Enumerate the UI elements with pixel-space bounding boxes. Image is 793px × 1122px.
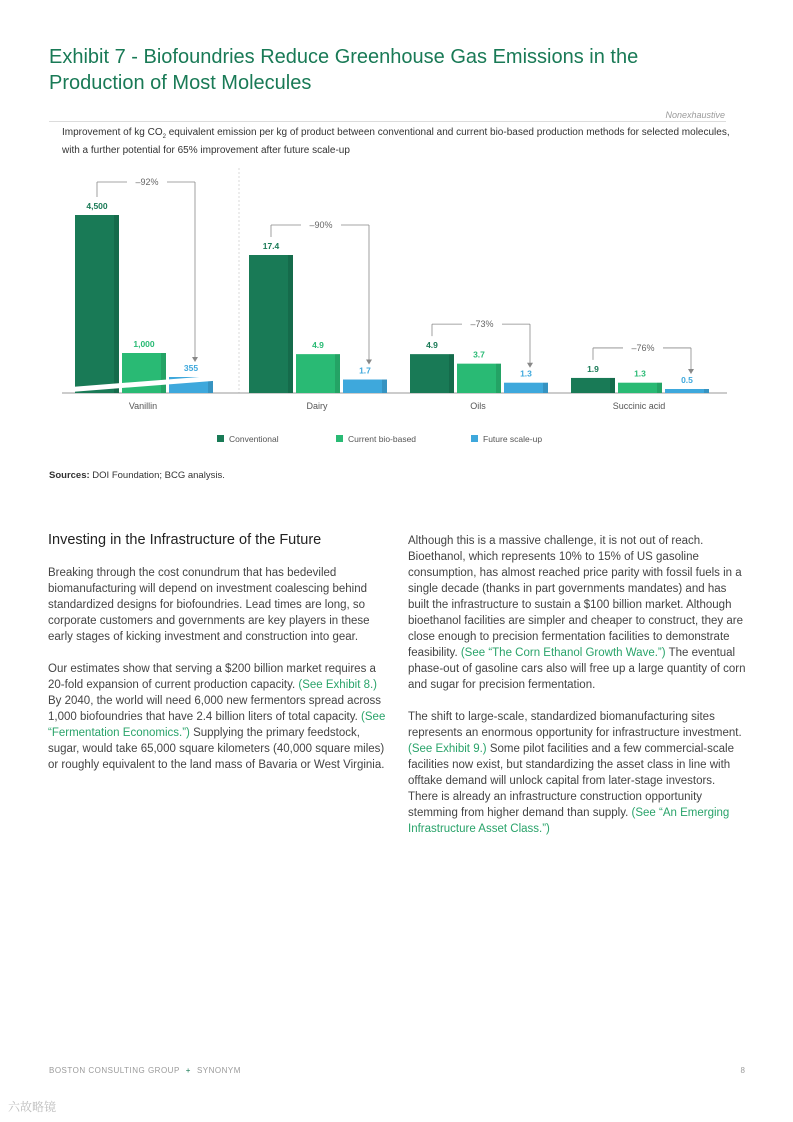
infrastructure-asset-link[interactable]: (See “An Emerging Infrastructure Asset Class.”) — [408, 807, 730, 835]
bar-shade — [114, 215, 119, 393]
data-label: 1,000 — [133, 339, 155, 349]
legend-swatch — [217, 435, 224, 442]
bracket-arrowhead — [192, 357, 198, 362]
bar-shade — [335, 354, 340, 393]
legend-swatch — [336, 435, 343, 442]
bracket-arrowhead — [688, 369, 694, 374]
bar-shade — [657, 383, 662, 393]
p2-text-c: Supplying the primary feedstock, sugar, would take 65,000 square kilometers (40,000 square miles) or roughly equivalent to the land mass of Bavaria or West Virginia. — [48, 727, 385, 771]
legend-label: Conventional — [229, 434, 279, 444]
reduction-label: –73% — [470, 319, 494, 330]
subtitle-part-b: equivalent emission per kg of product between conventional and current bio-based production methods for selected molecules, with a further potential for 65% improvement after future scale-up — [62, 127, 730, 156]
bracket-arrowhead — [527, 363, 533, 368]
page-number: 8 — [740, 1066, 745, 1075]
corn-ethanol-link[interactable]: (See “The Corn Ethanol Growth Wave.”) — [460, 647, 666, 659]
nonexhaustive-note: Nonexhaustive — [665, 110, 725, 120]
p4-text-a: The shift to large-scale, standardized biomanufacturing sites represents an enormous opportunity for infrastructure investment. — [408, 711, 742, 739]
article-right-column — [408, 533, 746, 853]
title-divider — [49, 121, 726, 122]
category-label: Oils — [470, 401, 486, 411]
paragraph-4 — [408, 709, 746, 837]
chart-subtitle — [62, 126, 742, 158]
legend-swatch — [471, 435, 478, 442]
bar-shade — [288, 255, 293, 393]
data-label: 4,500 — [86, 201, 108, 211]
footer-synonym: SYNONYM — [196, 1066, 241, 1075]
bar-shade — [704, 389, 709, 393]
reduction-label: –90% — [309, 220, 333, 230]
bar-shade — [610, 378, 615, 393]
data-label: 3.7 — [473, 349, 485, 360]
article-left-column — [48, 531, 388, 789]
exhibit-title — [49, 44, 749, 96]
sources-note — [49, 470, 225, 481]
data-label: 1.3 — [634, 368, 646, 379]
subtitle-subscript: 2 — [162, 134, 166, 140]
bar-oils-future-scale-up — [504, 383, 548, 393]
p4-text-b: Some pilot facilities and a few commercial-scale facilities now exist, but standardizing the asset class in line with offtake demand will unlock capital from later-stage investors. There is already an infrastructure construction opportunity stemming from higher demand than supply. — [408, 743, 734, 819]
bar-shade — [543, 383, 548, 393]
data-label: 355 — [183, 363, 199, 373]
footer-credit — [49, 1066, 241, 1075]
exhibit-9-link[interactable]: (See Exhibit 9.) — [408, 743, 487, 755]
data-label: 1.3 — [520, 368, 532, 379]
category-label: Dairy — [306, 401, 328, 411]
bar-dairy-future-scale-up — [343, 380, 387, 393]
exhibit-title-line2: Production of Most Molecules — [49, 72, 312, 94]
bar-vanillin-conventional — [75, 215, 119, 393]
reduction-label: –76% — [631, 342, 655, 353]
subtitle-part-a: Improvement of kg CO — [62, 127, 163, 138]
bar-succinic-acid-current-bio-based — [618, 383, 662, 393]
bar-shade — [161, 353, 166, 393]
footer-separator: + — [185, 1066, 191, 1075]
p3-text-b: The eventual phase-out of gasoline cars also will free up a large quantity of corn and sugar for precision fermentation. — [408, 647, 746, 691]
bar-succinic-acid-conventional — [571, 378, 615, 393]
p2-text-b: By 2040, the world will need 6,000 new fermentors spread across 1,000 biofoundries that have 2.4 billion liters of total capacity. — [48, 695, 382, 723]
bar-oils-current-bio-based — [457, 364, 501, 393]
section-heading: Investing in the Infrastructure of the Future — [48, 532, 322, 548]
fermentation-economics-link[interactable]: (See “Fermentation Economics.”) — [48, 711, 386, 739]
legend-label: Current bio-based — [348, 434, 417, 444]
bar-dairy-current-bio-based — [296, 354, 340, 393]
category-label: Vanillin — [128, 401, 158, 411]
bar-dairy-conventional — [249, 255, 293, 393]
data-label: 4.9 — [312, 340, 324, 351]
reduction-label: –92% — [135, 177, 159, 187]
watermark: 六故略镜 — [8, 1100, 57, 1114]
paragraph-1: Breaking through the cost conundrum that has bedeviled biomanufacturing will depend on investment coalescing behind standardized designs for biofoundries. Lead times are long, so corporate customers and governments are key players in these early stages of kicking investment and construction into gear. — [48, 567, 370, 643]
category-label: Succinic acid — [612, 401, 666, 411]
data-label: 17.4 — [262, 241, 280, 251]
data-label: 4.9 — [426, 340, 438, 351]
data-label: 0.5 — [681, 375, 693, 385]
footer-bcg: BOSTON CONSULTING GROUP — [49, 1066, 180, 1075]
bar-shade — [496, 364, 501, 393]
data-label: 1.9 — [587, 363, 599, 374]
bar-shade — [449, 354, 454, 393]
sources-label: Sources: — [49, 470, 90, 481]
bracket-arrowhead — [366, 360, 372, 365]
exhibit-title-line1: Exhibit 7 - Biofoundries Reduce Greenhouse Gas Emissions in the — [49, 46, 639, 68]
bar-succinic-acid-future-scale-up — [665, 389, 709, 393]
p3-text-a: Although this is a massive challenge, it is not out of reach. Bioethanol, which represents 10% to 15% of US gasoline consumption, has almost reached price parity with fossil fuels in a single decade (thanks in part governments mandates) and has built the infrastructure to sustain a $100 billion market. Although bioethanol facilities are simpler and cheaper to construct, they are close enough to precision fermentation facilities to demonstrate feasibility. — [408, 535, 743, 659]
bar-oils-conventional — [410, 354, 454, 393]
exhibit-8-link[interactable]: (See Exhibit 8.) — [298, 679, 378, 691]
paragraph-3 — [408, 533, 746, 693]
legend-label: Future scale-up — [483, 434, 543, 444]
paragraph-2 — [48, 661, 388, 773]
data-label: 1.7 — [359, 365, 371, 376]
p2-text-a: Our estimates show that serving a $200 billion market requires a 20-fold expansion of current production capacity. — [48, 663, 376, 691]
sources-text: DOI Foundation; BCG analysis. — [89, 470, 225, 481]
bar-shade — [382, 380, 387, 393]
emissions-bar-chart — [0, 160, 793, 460]
